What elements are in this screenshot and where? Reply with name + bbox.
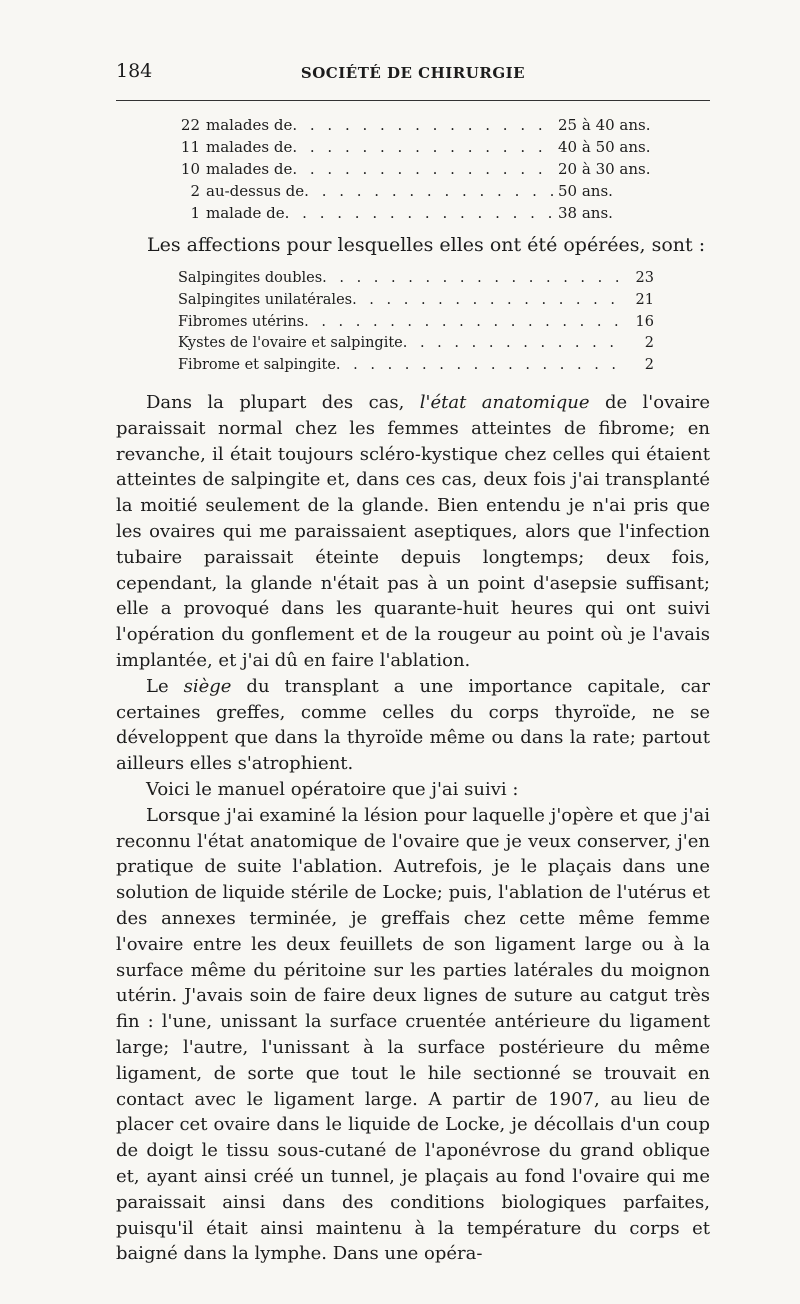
page-header <box>116 56 710 86</box>
affection-label: Salpingites unilatérales <box>178 291 353 308</box>
leader-dots <box>292 138 554 156</box>
leader-dots <box>285 204 554 222</box>
age-range: 38 ans. <box>558 204 613 222</box>
paragraph: Dans la plupart des cas, l'état anatomique de l'ovaire paraissait normal chez les femmes atteintes de fibrome; en revanche, il était toujours scléro-kystique chez celles qui étaient atteintes de salpingite et, dans ces cas, deux fois j'ai transplanté la moitié seulement de la glande. Bien entendu je n'ai pris que les ovaires qui me paraissaient aseptiques, alors que l'infection tubaire paraissait éteinte depuis longtemps; deux fois, cependant, la glande n'était pas à un point d'asepsie suffisant; elle a provoqué dans les quarante-huit heures qui ont suivi l'opération du gonflement et de la rougeur au point où je l'avais implantée, et j'ai dû en faire l'ablation. <box>116 392 711 671</box>
page-number: 184 <box>116 60 153 82</box>
paragraph: Lorsque j'ai examiné la lésion pour laquelle j'opère et que j'ai reconnu l'état anatomique de l'ovaire que je veux conserver, j'en pratique de suite l'ablation. Autrefois, je le plaçais dans une solution de liquide stérile de Locke; puis, l'ablation de l'utérus et des annexes terminée, je greffais chez cette même femme l'ovaire entre les deux feuillets de son ligament large ou à la surface même du péritoine sur les parties latérales du moignon utérin. J'avais soin de faire deux lignes de suture au catgut très fin : l'une, unissant la surface cruentée antérieure du ligament large; l'autre, l'unissant à la surface postérieure du même ligament, de sorte que tout le hile sectionné se trouvait en contact avec le ligament large. A partir de 1907, au lieu de placer cet ovaire dans le liquide de Locke, je décollais d'un coup de doigt le tissu sous-cutané de l'aponévrose du grand oblique et, ayant ainsi créé un tunnel, je plaçais au fond l'ovaire qui me paraissait ainsi dans des conditions biologiques parfaites, puisqu'il était ainsi maintenu à la température du corps et baigné dans la lymphe. Dans une opéra- <box>116 804 710 1265</box>
affection-count: 16 <box>635 313 654 330</box>
affection-count: 21 <box>635 291 654 308</box>
table-row <box>178 314 654 336</box>
age-range: 25 à 40 ans. <box>558 116 651 134</box>
age-count: 1 <box>190 204 200 222</box>
age-range: 20 à 30 ans. <box>558 160 651 178</box>
affection-count: 2 <box>644 357 654 374</box>
paragraph: Voici le manuel opératoire que j'ai suivi : <box>146 778 519 800</box>
leader-dots <box>403 335 624 351</box>
table-row <box>178 270 654 292</box>
age-count: 11 <box>180 138 200 156</box>
affection-label: Fibromes utérins <box>178 313 305 330</box>
affections-intro: Les affections pour lesquelles elles ont été opérées, sont : <box>147 234 706 256</box>
age-label: au-dessus de <box>206 182 305 200</box>
age-count: 10 <box>180 160 200 178</box>
leader-dots <box>304 314 624 330</box>
leader-dots <box>292 160 554 178</box>
table-row <box>170 116 670 138</box>
age-range: 50 ans. <box>558 182 613 200</box>
age-label: malades de <box>206 138 293 156</box>
affection-label: Salpingites doubles <box>178 270 323 286</box>
header-rule <box>116 100 710 101</box>
leader-dots <box>352 292 624 308</box>
table-row <box>170 160 670 182</box>
age-label: malades de <box>206 160 293 178</box>
table-row <box>170 182 670 204</box>
running-title: SOCIÉTÉ DE CHIRURGIE <box>300 64 526 82</box>
emphasis: siège <box>183 675 232 697</box>
table-row <box>170 204 670 226</box>
leader-dots <box>292 116 554 134</box>
affection-label: Kystes de l'ovaire et salpingite <box>178 335 403 352</box>
affection-label: Fibrome et salpingite <box>178 357 336 374</box>
age-count: 2 <box>190 182 200 200</box>
affection-count: 23 <box>635 270 654 286</box>
age-label: malade de <box>206 204 285 222</box>
body-text <box>116 390 710 1267</box>
age-range: 40 à 50 ans. <box>558 138 651 156</box>
age-count: 22 <box>180 116 200 134</box>
table-row <box>170 138 670 160</box>
emphasis: l'état anatomique <box>419 392 590 413</box>
age-label: malades de <box>206 116 293 134</box>
affection-count: 2 <box>644 335 654 352</box>
age-table <box>170 116 670 226</box>
table-row <box>178 357 654 379</box>
leader-dots <box>336 357 624 373</box>
table-row <box>178 335 654 357</box>
paragraph: Le siège du transplant a une importance capitale, car certaines greffes, comme celles du corps thyroïde, ne se développent que dans la thyroïde même ou dans la rate; partout ailleurs elles s'atrophient. <box>116 675 710 775</box>
leader-dots <box>322 270 624 286</box>
leader-dots <box>304 182 554 200</box>
affections-table <box>178 270 654 379</box>
table-row <box>178 292 654 314</box>
